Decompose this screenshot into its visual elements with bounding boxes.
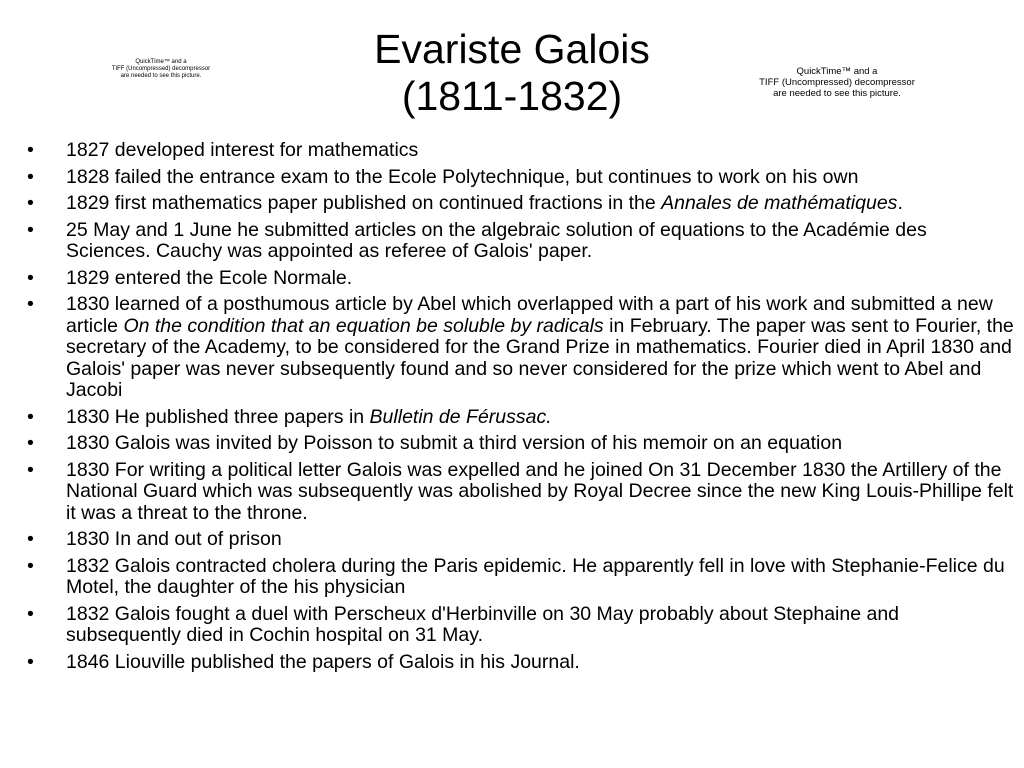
bullet-text: 1830 He published three papers in xyxy=(66,405,370,428)
bullet-text: 1830 In and out of prison xyxy=(66,528,282,550)
bullet-item xyxy=(0,652,1024,674)
bullet-text: 1832 Galois fought a duel with Perscheux d'Herbinville on 30 May probably about Stephaine and subsequently died in Cochin hospital on 31 May. xyxy=(66,602,900,646)
placeholder-line: QuickTime™ and a xyxy=(135,59,187,65)
bullet-dot: • xyxy=(27,266,34,289)
image-placeholder-left xyxy=(98,59,224,80)
bullet-item xyxy=(0,268,1024,290)
timeline-bullet-list xyxy=(0,140,1024,678)
bullet-text: 25 May and 1 June he submitted articles on the algebraic solution of equations to the Académie des Sciences. Cauchy was appointed as referee of Galois' paper. xyxy=(66,218,927,262)
bullet-dot: • xyxy=(27,165,34,188)
bullet-dot: • xyxy=(27,293,34,315)
bullet-italic-text: Annales de mathématiques xyxy=(661,192,898,214)
bullet-item xyxy=(0,407,1024,429)
bullet-item xyxy=(0,167,1024,189)
title-years: (1811-1832) xyxy=(401,73,623,119)
bullet-item xyxy=(0,140,1024,162)
bullet-item xyxy=(0,294,1024,402)
bullet-dot: • xyxy=(27,650,34,673)
bullet-dot: • xyxy=(27,218,34,241)
bullet-text: 1830 learned of a posthumous article by Abel which overlapped with a part of his work and submitted a new article xyxy=(66,293,993,337)
image-placeholder-right xyxy=(752,66,922,99)
slide-title xyxy=(262,26,762,120)
bullet-dot: • xyxy=(27,528,34,550)
bullet-text: 1827 developed interest for mathematics xyxy=(66,139,419,161)
placeholder-line: TIFF (Uncompressed) decompressor xyxy=(759,77,915,88)
bullet-italic-text: On the condition that an equation be soluble by radicals xyxy=(123,314,604,337)
bullet-dot: • xyxy=(27,554,34,577)
placeholder-line: are needed to see this picture. xyxy=(773,88,901,99)
bullet-text: . xyxy=(897,192,903,214)
bullet-dot: • xyxy=(27,192,34,214)
bullet-text: 1846 Liouville published the papers of Galois in his Journal. xyxy=(66,650,580,673)
bullet-dot: • xyxy=(27,602,34,625)
bullet-text: 1830 For writing a political letter Galois was expelled and he joined On 31 December 1830 the Artillery of the National Guard which was subsequently was abolished by Royal Decree since the new King Louis-Phillipe felt it was a threat to the throne. xyxy=(66,458,1014,524)
bullet-text: 1829 first mathematics paper published on continued fractions in the xyxy=(66,192,662,214)
bullet-text: in February. The paper was sent to Fourier, the secretary of the Academy, to be considered for the Grand Prize in mathematics. Fourier died in April 1830 and Galois' paper was never subsequently found and so never considered for the prize which went to Abel and Jacobi xyxy=(66,314,1014,401)
placeholder-line: TIFF (Uncompressed) decompressor xyxy=(111,66,211,72)
bullet-text: 1830 Galois was invited by Poisson to submit a third version of his memoir on an equation xyxy=(66,432,843,454)
bullet-dot: • xyxy=(27,139,34,161)
bullet-dot: • xyxy=(27,458,34,481)
bullet-item xyxy=(0,193,1024,215)
placeholder-line: are needed to see this picture. xyxy=(120,73,202,79)
placeholder-line: QuickTime™ and a xyxy=(796,66,878,77)
bullet-text: 1828 failed the entrance exam to the Ecole Polytechnique, but continues to work on his own xyxy=(66,165,859,188)
bullet-italic-text: Bulletin de Férussac. xyxy=(369,405,552,428)
bullet-text: 1832 Galois contracted cholera during the Paris epidemic. He apparently fell in love with Stephanie-Felice du Motel, the daughter of the his physician xyxy=(66,554,1005,598)
bullet-item xyxy=(0,529,1024,551)
bullet-item xyxy=(0,556,1024,599)
bullet-dot: • xyxy=(27,405,34,428)
bullet-dot: • xyxy=(27,432,34,454)
bullet-item xyxy=(0,604,1024,647)
bullet-item xyxy=(0,220,1024,263)
bullet-text: 1829 entered the Ecole Normale. xyxy=(66,266,353,289)
bullet-item xyxy=(0,460,1024,525)
bullet-item xyxy=(0,433,1024,455)
title-name: Evariste Galois xyxy=(374,26,650,72)
